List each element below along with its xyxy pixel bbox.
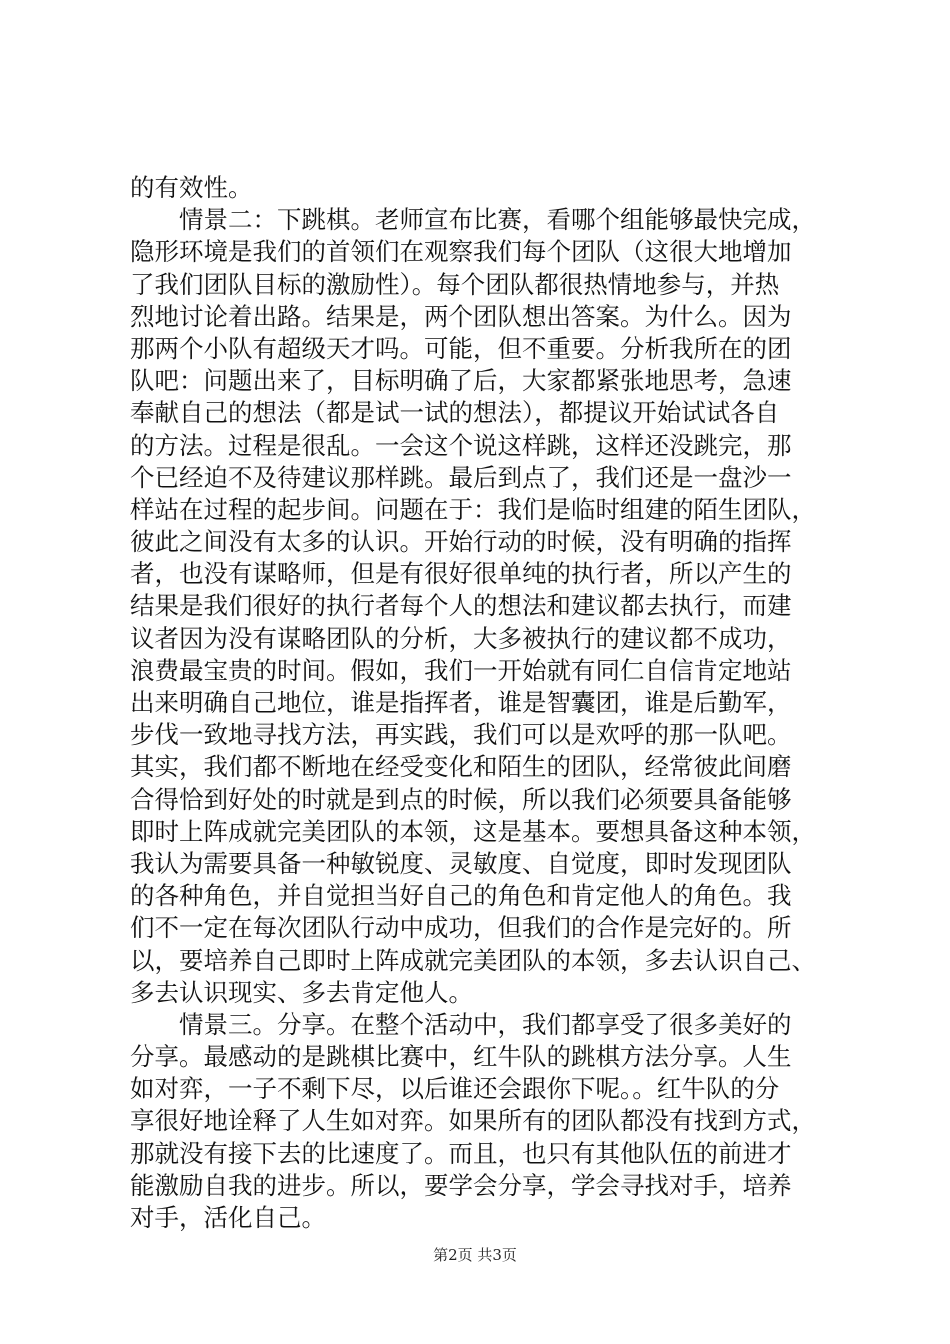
text-line: 步伐一致地寻找方法，再实践，我们可以是欢呼的那一队吧。 [130,720,792,750]
paragraph-start-line: 情景三。分享。在整个活动中，我们都享受了很多美好的 [179,1009,792,1039]
text-line: 彼此之间没有太多的认识。开始行动的时候，没有明确的指挥 [130,527,792,557]
text-line: 出来明确自己地位，谁是指挥者，谁是智囊团，谁是后勤军， [130,688,792,717]
text-line: 队吧：问题出来了，目标明确了后，大家都紧张地思考，急速 [130,366,792,396]
text-line: 即时上阵成就完美团队的本领，这是基本。要想具备这种本领， [130,816,816,846]
text-line: 者，也没有谋略师，但是有很好很单纯的执行者，所以产生的 [130,559,792,589]
text-line: 享很好地诠释了人生如对弈。如果所有的团队都没有找到方式， [130,1106,816,1136]
text-line: 了我们团队目标的激励性）。每个团队都很热情地参与，并热 [130,269,780,299]
text-line: 多去认识现实、多去肯定他人。 [130,977,473,1007]
text-line: 以，要培养自己即时上阵成就完美团队的本领，多去认识自己、 [130,945,816,975]
text-line: 烈地讨论着出路。结果是，两个团队想出答案。为什么。因为 [130,301,792,331]
text-line: 的方法。过程是很乱。一会这个说这样跳，这样还没跳完，那 [130,430,792,460]
text-line: 我认为需要具备一种敏锐度、灵敏度、自觉度，即时发现团队 [130,848,792,878]
text-line: 的有效性。 [130,173,253,202]
text-line: 那两个小队有超级天才吗。可能，但不重要。分析我所在的团 [130,333,792,363]
text-line: 的各种角色，并自觉担当好自己的角色和肯定他人的角色。我 [130,881,792,911]
text-line: 合得恰到好处的时就是到点的时候，所以我们必须要具备能够 [130,784,792,814]
text-line: 那就没有接下去的比速度了。而且，也只有其他队伍的前进才 [130,1138,792,1168]
text-line: 结果是我们很好的执行者每个人的想法和建议都去执行，而建 [130,591,792,621]
paragraph-start-line: 情景二：下跳棋。老师宣布比赛，看哪个组能够最快完成， [179,205,816,235]
text-line: 个已经迫不及待建议那样跳。最后到点了，我们还是一盘沙一 [130,462,792,492]
text-line: 样站在过程的起步间。问题在于：我们是临时组建的陌生团队， [130,494,816,524]
text-line: 隐形环境是我们的首领们在观察我们每个团队（这很大地增加 [130,237,792,267]
text-line: 能激励自我的进步。所以，要学会分享，学会寻找对手，培养 [130,1170,792,1200]
text-line: 浪费最宝贵的时间。假如，我们一开始就有同仁自信肯定地站 [130,655,792,685]
text-line: 奉献自己的想法（都是试一试的想法），都提议开始试试各自 [130,398,780,428]
text-line: 们不一定在每次团队行动中成功，但我们的合作是完好的。所 [130,913,792,943]
text-line: 分享。最感动的是跳棋比赛中，红牛队的跳棋方法分享。人生 [130,1042,792,1072]
text-line: 议者因为没有谋略团队的分析，大多被执行的建议都不成功， [130,623,792,653]
page-number-footer: 第2页 共3页 [433,1246,517,1264]
document-body [130,172,830,1234]
text-line: 对手，活化自己。 [130,1203,326,1232]
text-line: 如对弈，一子不剩下尽，以后谁还会跟你下呢。。红牛队的分 [130,1074,780,1104]
text-line: 其实，我们都不断地在经受变化和陌生的团队，经常彼此间磨 [130,752,792,782]
